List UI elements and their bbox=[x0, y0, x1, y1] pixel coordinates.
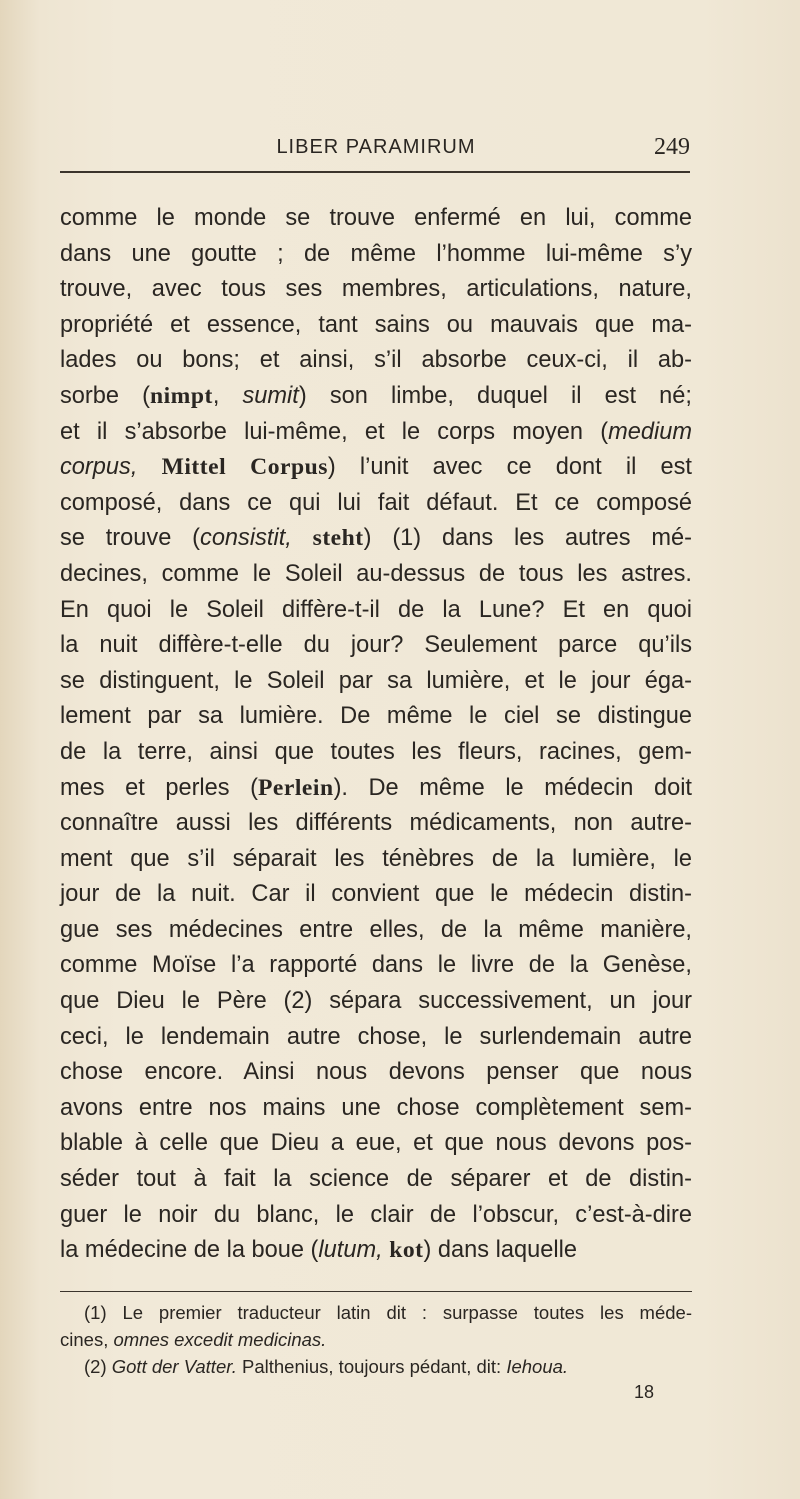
text-run: et il s’absorbe lui-même, et le corps moyen ( bbox=[60, 418, 609, 445]
text-run bbox=[137, 454, 161, 480]
text-line bbox=[60, 913, 692, 949]
text-run: la nuit diffère-t-elle du jour? Seulement parce qu’ils bbox=[60, 632, 692, 659]
text-run bbox=[292, 525, 313, 551]
text-run: ) son limbe, duquel il est né; bbox=[298, 382, 692, 409]
text-run: ment que s’il séparait les ténèbres de la lumière, le bbox=[60, 845, 692, 872]
text-run: sorbe ( bbox=[60, 382, 150, 409]
text-run: lades ou bons; et ainsi, s’il absorbe ceux-ci, il ab- bbox=[60, 347, 692, 374]
running-head bbox=[60, 130, 692, 160]
text-line bbox=[60, 984, 692, 1020]
text-line bbox=[60, 308, 692, 344]
text-run: de la terre, ainsi que toutes les fleurs, racines, gem- bbox=[60, 738, 692, 765]
text-run: cines, bbox=[60, 1329, 114, 1350]
text-line bbox=[60, 1020, 692, 1056]
text-run: dans une goutte ; de même l’homme lui-même s’y bbox=[60, 240, 692, 267]
italic-text: Iehoua. bbox=[506, 1356, 569, 1377]
text-line bbox=[60, 699, 692, 735]
page-number: 249 bbox=[654, 134, 690, 160]
footnote-line bbox=[60, 1299, 692, 1326]
fraktur-text: Mittel Corpus bbox=[161, 454, 328, 481]
text-run: gue ses médecines entre elles, de la même manière, bbox=[60, 916, 692, 943]
text-run: séder tout à fait la science de séparer et de distin- bbox=[60, 1166, 692, 1193]
text-run: guer le noir du blanc, le clair de l’obscur, c’est-à-dire bbox=[60, 1201, 692, 1228]
text-line bbox=[60, 1198, 692, 1234]
text-run: la médecine de la boue ( bbox=[60, 1237, 319, 1264]
footnote-separator bbox=[60, 1291, 692, 1292]
text-line bbox=[60, 771, 692, 807]
signature-mark: 18 bbox=[634, 1382, 655, 1402]
text-run: propriété et essence, tant sains ou mauvais que ma- bbox=[60, 311, 692, 338]
text-run: ) (1) dans les autres mé- bbox=[363, 525, 692, 552]
text-line bbox=[60, 628, 692, 664]
text-run: se distinguent, le Soleil par sa lumière, et le jour éga- bbox=[60, 667, 692, 694]
text-line bbox=[60, 450, 692, 486]
text-line bbox=[60, 842, 692, 878]
text-run: lement par sa lumière. De même le ciel se distingue bbox=[60, 703, 692, 730]
text-run: (2) bbox=[84, 1356, 112, 1377]
text-line bbox=[60, 593, 692, 629]
text-line bbox=[60, 557, 692, 593]
text-line bbox=[60, 1091, 692, 1127]
fraktur-text: kot bbox=[389, 1237, 424, 1264]
text-run: ). De même le médecin doit bbox=[333, 774, 692, 801]
text-run: (1) Le premier traducteur latin dit : surpasse toutes les méde- bbox=[84, 1302, 692, 1323]
italic-text: omnes excedit medicinas. bbox=[113, 1329, 327, 1350]
text-run: comme Moïse l’a rapporté dans le livre de la Genèse, bbox=[60, 952, 692, 979]
text-line bbox=[60, 415, 692, 451]
text-run: En quoi le Soleil diffère-t-il de la Lune? Et en quoi bbox=[60, 596, 692, 623]
footnote-line bbox=[60, 1353, 692, 1380]
text-line bbox=[60, 806, 692, 842]
italic-text: corpus, bbox=[60, 454, 138, 481]
text-line bbox=[60, 343, 692, 379]
text-line bbox=[60, 1126, 692, 1162]
text-run: blable à celle que Dieu a eue, et que nous devons pos- bbox=[60, 1130, 692, 1157]
text-run: comme le monde se trouve enfermé en lui, comme bbox=[60, 205, 692, 231]
text-line bbox=[60, 486, 692, 522]
text-run: ceci, le lendemain autre chose, le surlendemain autre bbox=[60, 1023, 692, 1050]
text-line bbox=[60, 521, 692, 557]
text-run: connaître aussi les différents médicaments, non autre- bbox=[60, 810, 692, 837]
italic-text: sumit bbox=[242, 382, 299, 409]
text-line bbox=[60, 201, 692, 237]
text-line bbox=[60, 948, 692, 984]
body-text bbox=[60, 201, 692, 1269]
text-run: composé, dans ce qui lui fait défaut. Et ce composé bbox=[60, 489, 692, 516]
text-run: jour de la nuit. Car il convient que le médecin distin- bbox=[60, 881, 692, 908]
text-line bbox=[60, 664, 692, 700]
text-run: que Dieu le Père (2) sépara successivement, un jour bbox=[60, 988, 692, 1015]
footnotes bbox=[60, 1299, 692, 1380]
text-line bbox=[60, 1233, 692, 1269]
text-run: chose encore. Ainsi nous devons penser que nous bbox=[60, 1059, 692, 1086]
text-line bbox=[60, 1162, 692, 1198]
italic-text: lutum, bbox=[318, 1237, 383, 1264]
text-line bbox=[60, 1055, 692, 1091]
text-run: trouve, avec tous ses membres, articulations, nature, bbox=[60, 276, 692, 303]
text-line bbox=[60, 877, 692, 913]
text-run: , bbox=[212, 382, 243, 409]
text-line bbox=[60, 272, 692, 308]
fraktur-text: nimpt bbox=[150, 382, 213, 409]
italic-text: consistit, bbox=[200, 525, 292, 552]
header-rule bbox=[60, 171, 690, 173]
italic-text: Gott der Vatter. bbox=[111, 1356, 237, 1377]
italic-text: medium bbox=[608, 418, 692, 445]
text-run: avons entre nos mains une chose complètement sem- bbox=[60, 1094, 692, 1121]
fraktur-text: steht bbox=[312, 525, 364, 552]
text-line bbox=[60, 735, 692, 771]
text-run: Palthenius, toujours pédant, dit: bbox=[236, 1356, 507, 1377]
text-run: ) l’unit avec ce dont il est bbox=[327, 454, 692, 481]
text-line bbox=[60, 379, 692, 415]
running-title: LIBER PARAMIRUM bbox=[276, 136, 476, 158]
text-run: decines, comme le Soleil au-dessus de tous les astres. bbox=[60, 560, 692, 587]
fraktur-text: Perlein bbox=[258, 774, 334, 801]
footnote-line bbox=[60, 1326, 692, 1353]
text-run: mes et perles ( bbox=[60, 774, 258, 801]
text-run: se trouve ( bbox=[60, 525, 201, 552]
text-line bbox=[60, 237, 692, 273]
text-run: ) dans laquelle bbox=[423, 1237, 577, 1264]
